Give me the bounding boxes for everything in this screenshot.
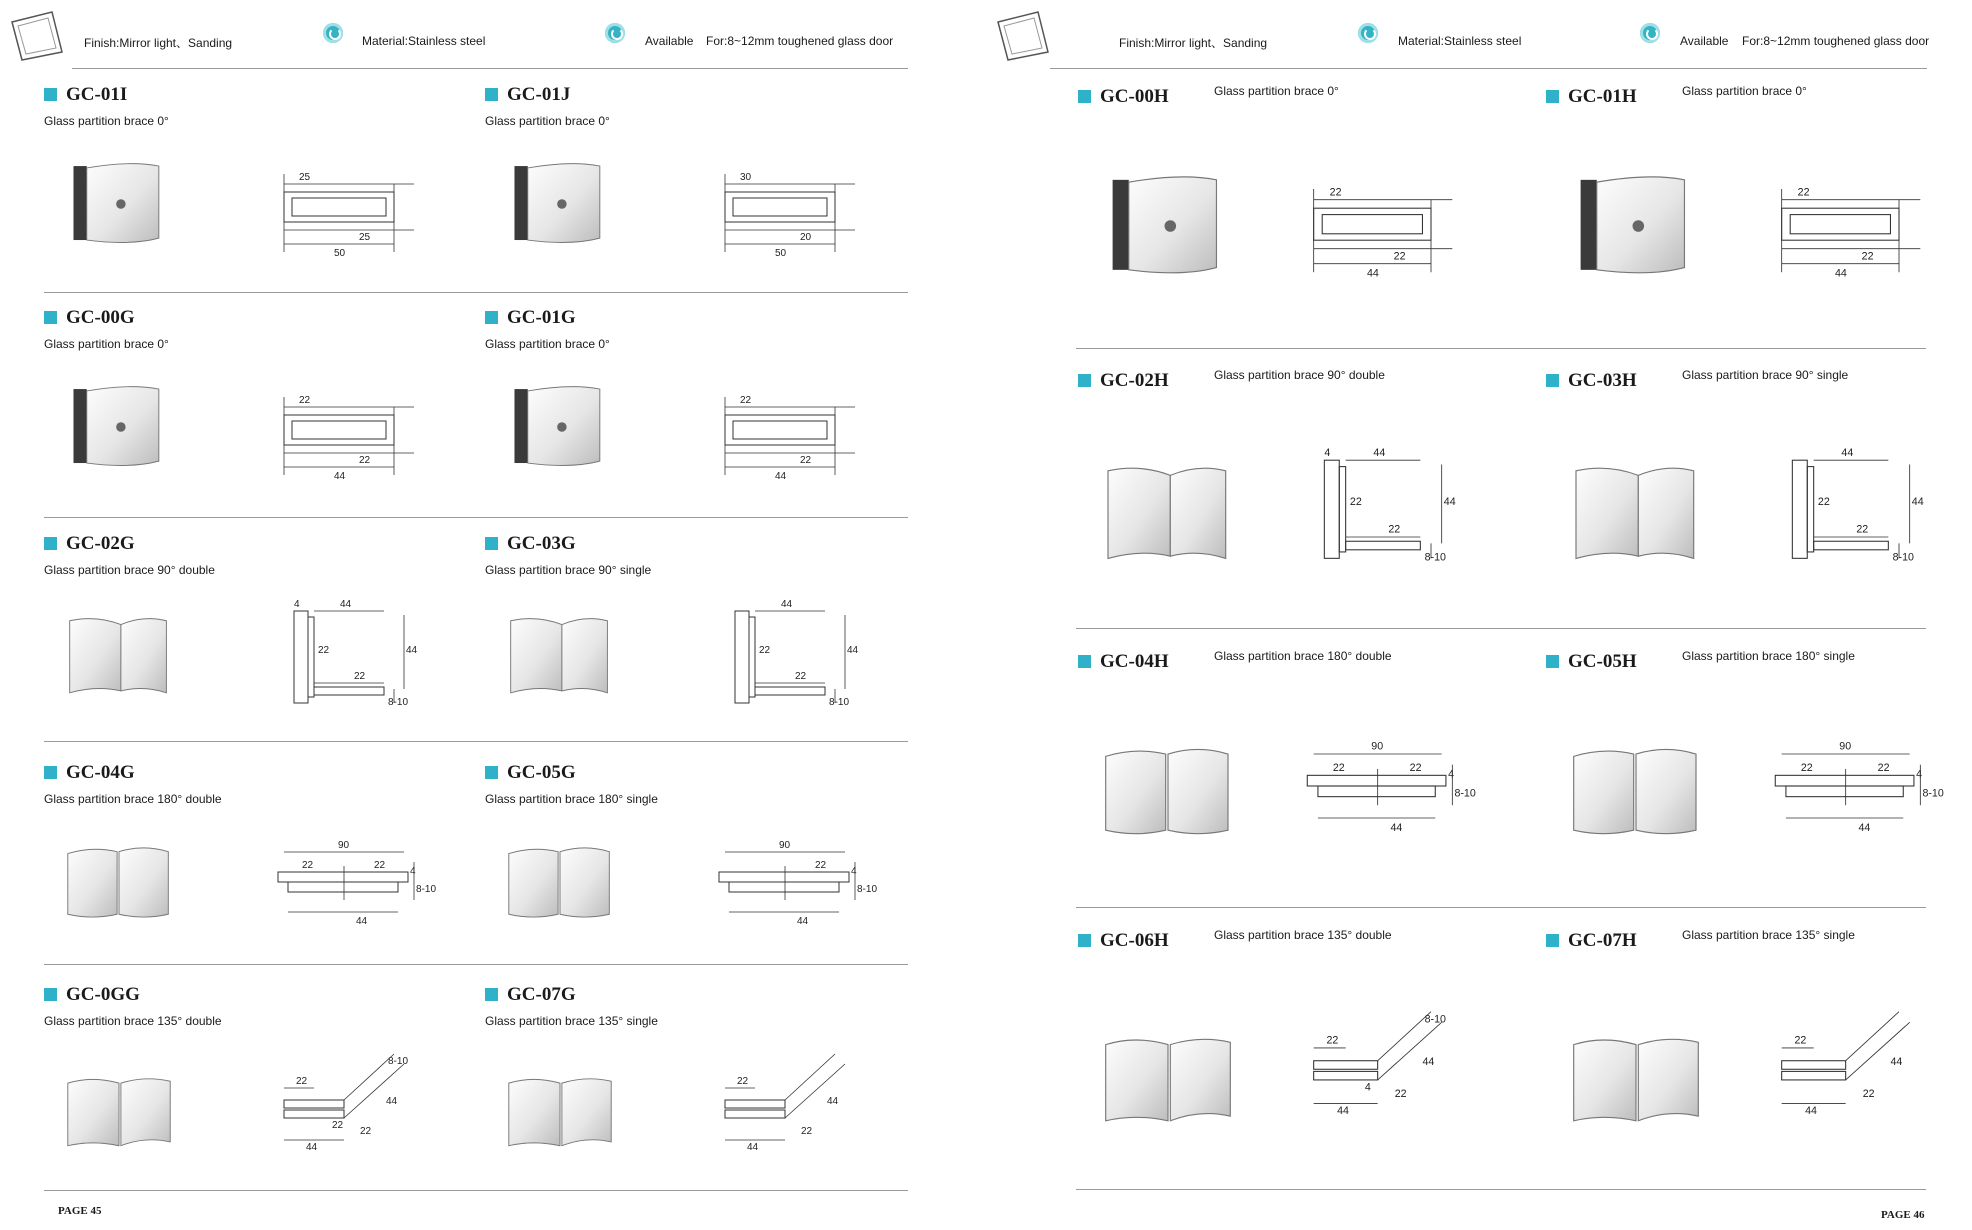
dimension-label: 44 [781, 599, 793, 610]
dimension-label: 8-10 [388, 697, 409, 708]
dimension-label: 8-10 [1892, 551, 1914, 564]
dimension-drawing [715, 367, 865, 487]
dimension-label: 44 [1835, 267, 1847, 280]
dimension-label: 22 [740, 395, 752, 406]
dimension-label: 8-10 [829, 697, 850, 708]
page-header [986, 0, 1972, 70]
product-code: GC-01J [507, 84, 571, 105]
dimension-label: 4 [294, 599, 300, 610]
dimension-label: 22 [1388, 523, 1401, 536]
dimension-drawing [274, 1044, 424, 1164]
product-code: GC-01G [507, 307, 576, 328]
product-code: GC-02G [66, 533, 135, 554]
bullet-square-icon [1546, 90, 1559, 103]
product-code: GC-00G [66, 307, 135, 328]
dimension-label: 44 [406, 645, 418, 656]
material-text: Material:Stainless steel [362, 34, 486, 48]
dimension-label: 8-10 [857, 884, 878, 895]
product-description: Glass partition brace 90° double [44, 563, 215, 577]
product-description: Glass partition brace 0° [44, 337, 169, 351]
dimension-label: 22 [815, 860, 827, 871]
dimension-label: 44 [340, 599, 352, 610]
bullet-square-icon [44, 311, 57, 324]
product-photo [1566, 450, 1706, 570]
brand-logo [8, 8, 66, 62]
diamond-badge-icon [323, 23, 343, 43]
dimension-label: 44 [1911, 496, 1924, 508]
product-description: Glass partition brace 180° double [1214, 649, 1392, 663]
dimension-label: 44 [1858, 821, 1871, 834]
dimension-label: 22 [1800, 762, 1813, 775]
dimension-label: 44 [1422, 1056, 1435, 1068]
product-code: GC-0GG [66, 984, 140, 1005]
dimension-label: 22 [1349, 496, 1362, 508]
dimension-label: 20 [800, 232, 812, 243]
product-code: GC-02H [1100, 370, 1169, 391]
dimension-label: 4 [1448, 768, 1455, 781]
row-divider [1076, 348, 1926, 349]
bullet-square-icon [44, 766, 57, 779]
bullet-square-icon [485, 766, 498, 779]
dimension-label: 8-10 [1454, 787, 1476, 800]
dimension-label: 44 [1390, 821, 1403, 834]
product-description: Glass partition brace 135° double [44, 1014, 222, 1028]
product-description: Glass partition brace 0° [1214, 84, 1339, 98]
dimension-label: 22 [332, 1120, 344, 1131]
bullet-square-icon [485, 537, 498, 550]
row-divider [44, 292, 908, 293]
product-code: GC-01H [1568, 86, 1637, 107]
dimension-label: 30 [740, 172, 752, 183]
bullet-square-icon [485, 311, 498, 324]
bullet-square-icon [1546, 934, 1559, 947]
product-code: GC-07G [507, 984, 576, 1005]
dimension-drawing [1771, 156, 1931, 286]
dimension-label: 44 [1373, 446, 1386, 459]
row-divider [44, 741, 908, 742]
product-description: Glass partition brace 90° double [1214, 368, 1385, 382]
available-label: Available [645, 34, 694, 48]
dimension-drawing [1303, 440, 1463, 570]
dimension-label: 8-10 [1424, 551, 1446, 564]
bullet-square-icon [1078, 934, 1091, 947]
dimension-label: 44 [747, 1142, 759, 1153]
dimension-drawing [274, 144, 424, 264]
dimension-drawing [1303, 1000, 1463, 1130]
product-photo [1098, 166, 1238, 286]
page-number: PAGE 46 [1881, 1209, 1925, 1221]
footer-rule [1076, 1189, 1926, 1190]
dimension-label: 4 [1364, 1081, 1371, 1094]
product-description: Glass partition brace 0° [44, 114, 169, 128]
product-photo [505, 1054, 615, 1154]
dimension-label: 22 [1862, 1088, 1875, 1100]
dimension-label: 22 [1856, 523, 1869, 536]
dimension-label: 44 [1337, 1105, 1349, 1118]
material-text: Material:Stainless steel [1398, 34, 1522, 48]
dimension-label: 22 [296, 1076, 308, 1087]
dimension-label: 44 [827, 1096, 839, 1107]
product-description: Glass partition brace 135° double [1214, 928, 1392, 942]
product-photo [505, 832, 615, 932]
product-description: Glass partition brace 180° single [485, 792, 658, 806]
dimension-label: 44 [847, 645, 859, 656]
dimension-drawing [715, 144, 865, 264]
available-value: For:8~12mm toughened glass door [1742, 34, 1930, 48]
product-description: Glass partition brace 180° double [44, 792, 222, 806]
product-photo [505, 603, 615, 703]
dimension-label: 44 [1443, 496, 1456, 508]
bullet-square-icon [1078, 374, 1091, 387]
dimension-label: 22 [1794, 1034, 1807, 1047]
dimension-label: 22 [759, 645, 771, 656]
product-photo [505, 154, 615, 254]
dimension-label: 4 [1916, 768, 1923, 781]
dimension-label: 8-10 [388, 1056, 409, 1067]
dimension-label: 22 [1329, 186, 1342, 199]
dimension-label: 4 [851, 866, 857, 877]
product-code: GC-00H [1100, 86, 1169, 107]
product-photo [1566, 1010, 1706, 1130]
dimension-label: 44 [1805, 1105, 1817, 1118]
product-photo [1098, 1010, 1238, 1130]
product-photo [1098, 731, 1238, 851]
dimension-label: 22 [360, 1126, 372, 1137]
dimension-label: 8-10 [416, 884, 437, 895]
product-code: GC-05G [507, 762, 576, 783]
product-description: Glass partition brace 90° single [485, 563, 652, 577]
refresh-badge-icon [605, 23, 625, 43]
brand-logo [994, 8, 1052, 62]
dimension-drawing [715, 822, 878, 942]
product-description: Glass partition brace 135° single [1682, 928, 1855, 942]
product-code: GC-06H [1100, 930, 1169, 951]
dimension-label: 22 [795, 671, 807, 682]
dimension-drawing [715, 1044, 865, 1164]
dimension-label: 44 [1367, 267, 1379, 280]
dimension-label: 25 [299, 172, 311, 183]
product-code: GC-05H [1568, 651, 1637, 672]
product-description: Glass partition brace 90° single [1682, 368, 1849, 382]
page-header [0, 0, 986, 70]
dimension-label: 22 [302, 860, 314, 871]
product-code: GC-04G [66, 762, 135, 783]
bullet-square-icon [1078, 655, 1091, 668]
dimension-label: 25 [359, 232, 371, 243]
dimension-label: 44 [306, 1142, 318, 1153]
footer-rule [44, 1190, 908, 1191]
dimension-label: 22 [374, 860, 386, 871]
dimension-label: 22 [1877, 762, 1890, 775]
dimension-label: 22 [801, 1126, 813, 1137]
product-code: GC-07H [1568, 930, 1637, 951]
product-description: Glass partition brace 180° single [1682, 649, 1855, 663]
dimension-label: 44 [356, 916, 368, 927]
dimension-label: 22 [1817, 496, 1830, 508]
dimension-drawing [1771, 1000, 1931, 1130]
dimension-label: 90 [1371, 740, 1384, 753]
product-photo [64, 154, 174, 254]
dimension-label: 90 [338, 840, 350, 851]
dimension-drawing [715, 593, 865, 713]
dimension-label: 22 [1394, 1088, 1407, 1100]
refresh-badge-icon [1640, 23, 1660, 43]
dimension-label: 22 [800, 455, 812, 466]
bullet-square-icon [1546, 374, 1559, 387]
dimension-label: 22 [354, 671, 366, 682]
page-number: PAGE 45 [58, 1205, 102, 1217]
product-description: Glass partition brace 0° [1682, 84, 1807, 98]
dimension-label: 44 [334, 471, 346, 482]
dimension-label: 90 [779, 840, 791, 851]
dimension-label: 22 [1393, 250, 1406, 263]
dimension-label: 90 [1839, 740, 1852, 753]
dimension-label: 50 [775, 248, 787, 259]
dimension-label: 22 [1326, 1034, 1339, 1047]
product-description: Glass partition brace 0° [485, 337, 610, 351]
dimension-label: 22 [299, 395, 311, 406]
bullet-square-icon [44, 988, 57, 1001]
product-code: GC-01I [66, 84, 128, 105]
row-divider [44, 964, 908, 965]
product-description: Glass partition brace 135° single [485, 1014, 658, 1028]
dimension-label: 22 [737, 1076, 749, 1087]
product-code: GC-03G [507, 533, 576, 554]
diamond-badge-icon [1358, 23, 1378, 43]
product-photo [64, 1054, 174, 1154]
finish-text: Finish:Mirror light、Sanding [1119, 36, 1268, 50]
dimension-label: 22 [318, 645, 330, 656]
dimension-drawing [274, 367, 424, 487]
product-photo [1566, 166, 1706, 286]
dimension-drawing [1303, 156, 1463, 286]
row-divider [44, 517, 908, 518]
product-photo [64, 832, 174, 932]
dimension-label: 44 [797, 916, 809, 927]
dimension-label: 50 [334, 248, 346, 259]
dimension-drawing [274, 593, 424, 713]
dimension-label: 8-10 [1922, 787, 1944, 800]
header-rule [72, 68, 908, 69]
dimension-drawing [274, 822, 437, 942]
dimension-label: 22 [1861, 250, 1874, 263]
dimension-label: 44 [775, 471, 787, 482]
dimension-label: 22 [1797, 186, 1810, 199]
product-code: GC-03H [1568, 370, 1637, 391]
bullet-square-icon [485, 88, 498, 101]
dimension-label: 44 [386, 1096, 398, 1107]
bullet-square-icon [1546, 655, 1559, 668]
dimension-label: 44 [1890, 1056, 1903, 1068]
dimension-label: 22 [1409, 762, 1422, 775]
finish-text: Finish:Mirror light、Sanding [84, 36, 233, 50]
dimension-drawing [1771, 721, 1944, 851]
row-divider [1076, 628, 1926, 629]
product-code: GC-04H [1100, 651, 1169, 672]
product-photo [1566, 731, 1706, 851]
row-divider [1076, 907, 1926, 908]
dimension-label: 22 [1332, 762, 1345, 775]
product-photo [64, 377, 174, 477]
available-value: For:8~12mm toughened glass door [706, 34, 894, 48]
dimension-drawing [1303, 721, 1476, 851]
available-label: Available [1680, 34, 1729, 48]
catalog-page-right [986, 0, 1972, 1230]
bullet-square-icon [44, 88, 57, 101]
product-photo [505, 377, 615, 477]
dimension-label: 22 [359, 455, 371, 466]
bullet-square-icon [44, 537, 57, 550]
bullet-square-icon [1078, 90, 1091, 103]
dimension-label: 4 [1324, 446, 1331, 459]
dimension-label: 44 [1841, 446, 1854, 459]
product-photo [64, 603, 174, 703]
dimension-label: 8-10 [1424, 1013, 1446, 1026]
product-photo [1098, 450, 1238, 570]
dimension-drawing [1771, 440, 1931, 570]
dimension-label: 4 [410, 866, 416, 877]
header-rule [1050, 68, 1927, 69]
bullet-square-icon [485, 988, 498, 1001]
product-description: Glass partition brace 0° [485, 114, 610, 128]
